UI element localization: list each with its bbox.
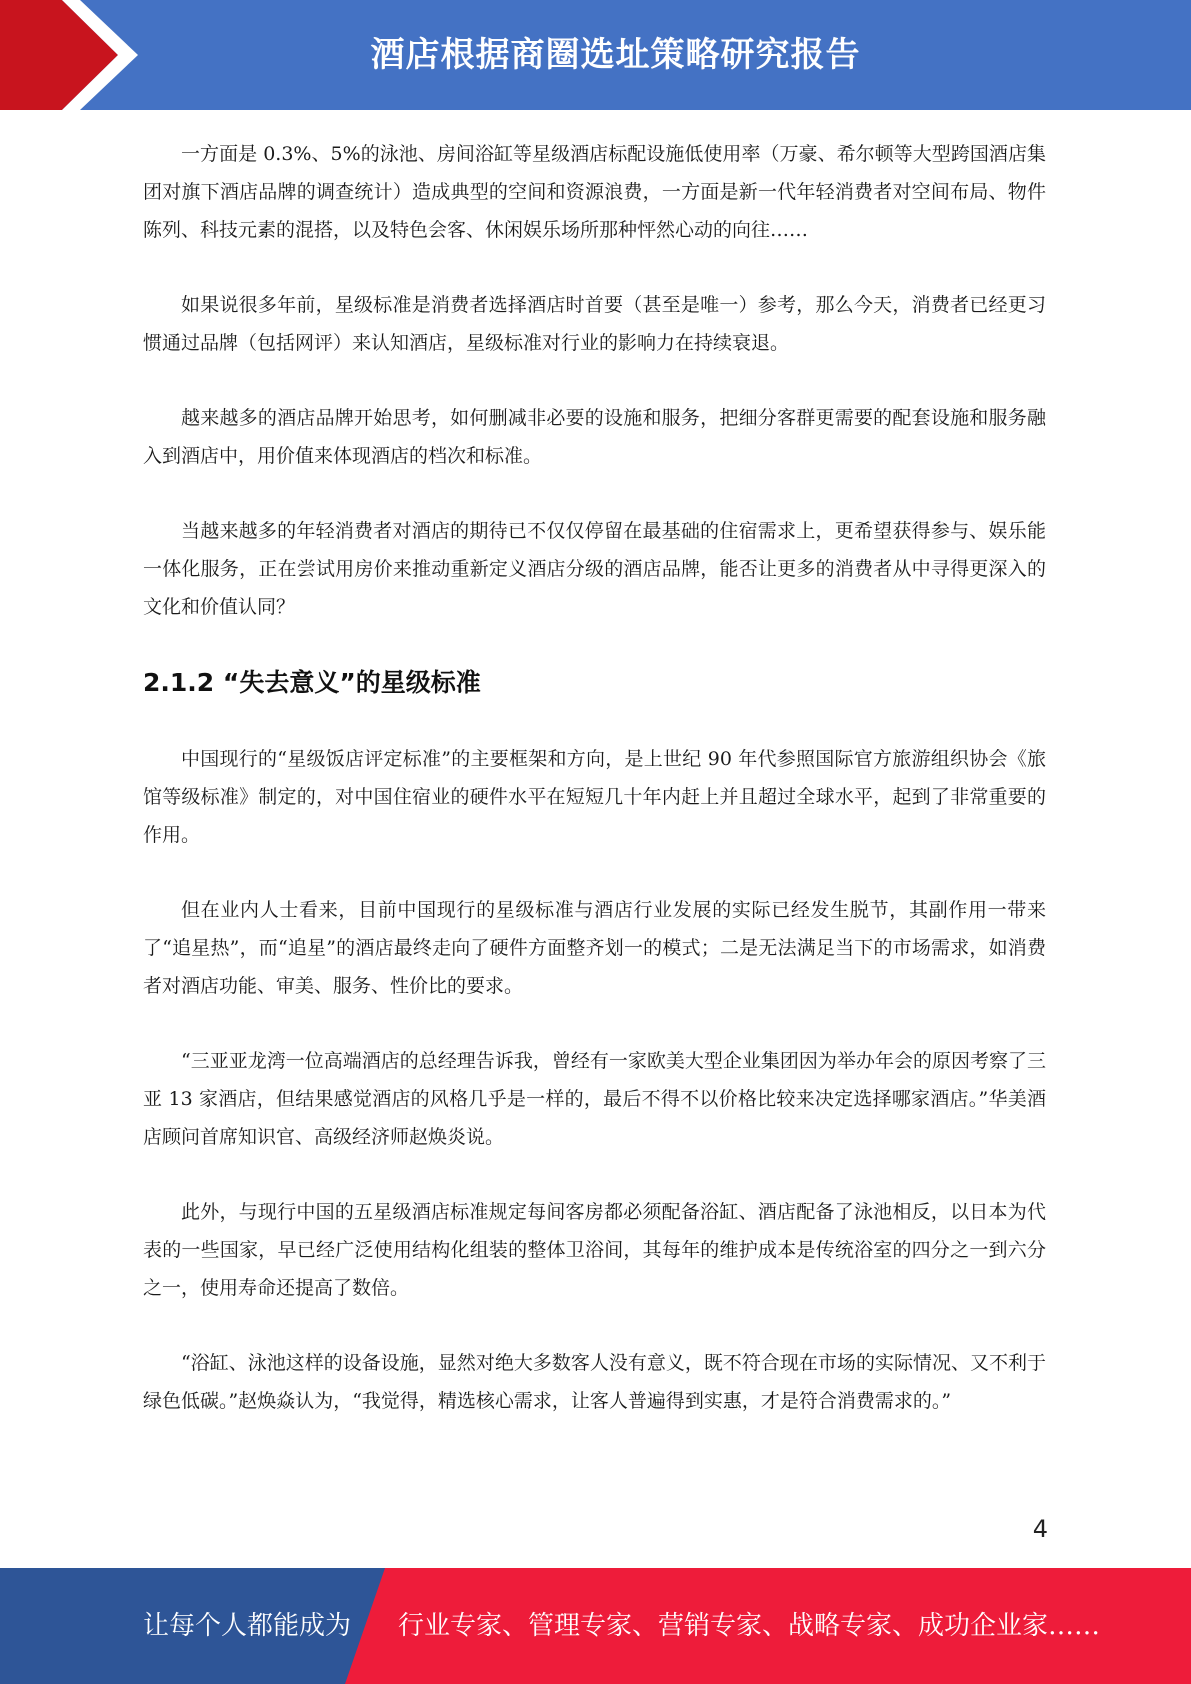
paragraph: 此外，与现行中国的五星级酒店标准规定每间客房都必须配备浴缸、酒店配备了泳池相反，以日本为代表的一些国家，早已经广泛使用结构化组装的整体卫浴间，其每年的维护成本是传统浴室的四分之一到六分之一，使用寿命还提高了数倍。 — [143, 1201, 1046, 1299]
paragraph: 一方面是 0.3%、5%的泳池、房间浴缸等星级酒店标配设施低使用率（万豪、希尔顿等大型跨国酒店集团对旗下酒店品牌的调查统计）造成典型的空间和资源浪费，一方面是新一代年轻消费者对空间布局、物件陈列、科技元素的混搭，以及特色会客、休闲娱乐场所那种怦然心动的向往…… — [143, 143, 1046, 241]
paragraph: 中国现行的“星级饭店评定标准”的主要框架和方向，是上世纪 90 年代参照国际官方旅游组织协会《旅馆等级标准》制定的，对中国住宿业的硬件水平在短短几十年内赶上并且超过全球水平，起到了非常重要的作用。 — [143, 748, 1046, 846]
page-header — [0, 0, 1191, 110]
paragraph: 当越来越多的年轻消费者对酒店的期待已不仅仅停留在最基础的住宿需求上，更希望获得参与、娱乐能一体化服务，正在尝试用房价来推动重新定义酒店分级的酒店品牌，能否让更多的消费者从中寻得更深入的文化和价值认同？ — [143, 520, 1046, 618]
footer-slogan-left: 让每个人都能成为 — [143, 1611, 352, 1641]
paragraph: “三亚亚龙湾一位高端酒店的总经理告诉我，曾经有一家欧美大型企业集团因为举办年会的原因考察了三亚 13 家酒店，但结果感觉酒店的风格几乎是一样的，最后不得不以价格比较来决定选择哪家酒店。”华美酒店顾问首席知识官、高级经济师赵焕炎说。 — [143, 1050, 1046, 1148]
page-content — [143, 135, 1046, 1457]
page-number: 4 — [1032, 1515, 1048, 1543]
paragraph: 越来越多的酒店品牌开始思考，如何删减非必要的设施和服务，把细分客群更需要的配套设施和服务融入到酒店中，用价值来体现酒店的档次和标准。 — [143, 407, 1046, 467]
paragraph: 但在业内人士看来，目前中国现行的星级标准与酒店行业发展的实际已经发生脱节，其副作用一带来了“追星热”，而“追星”的酒店最终走向了硬件方面整齐划一的模式；二是无法满足当下的市场需求，如消费者对酒店功能、审美、服务、性价比的要求。 — [143, 899, 1046, 997]
report-title: 酒店根据商圈选址策略研究报告 — [370, 35, 861, 75]
paragraph: “浴缸、泳池这样的设备设施，显然对绝大多数客人没有意义，既不符合现在市场的实际情况、又不利于绿色低碳。”赵焕焱认为，“我觉得，精选核心需求，让客人普遍得到实惠，才是符合消费需求的。” — [143, 1352, 1046, 1412]
footer-slogan-right: 行业专家、管理专家、营销专家、战略专家、成功企业家…… — [398, 1611, 1101, 1641]
section-heading: 2.1.2 “失去意义”的星级标准 — [143, 668, 481, 697]
paragraph: 如果说很多年前，星级标准是消费者选择酒店时首要（甚至是唯一）参考，那么今天，消费者已经更习惯通过品牌（包括网评）来认知酒店，星级标准对行业的影响力在持续衰退。 — [143, 294, 1046, 354]
page-footer — [0, 1568, 1191, 1684]
